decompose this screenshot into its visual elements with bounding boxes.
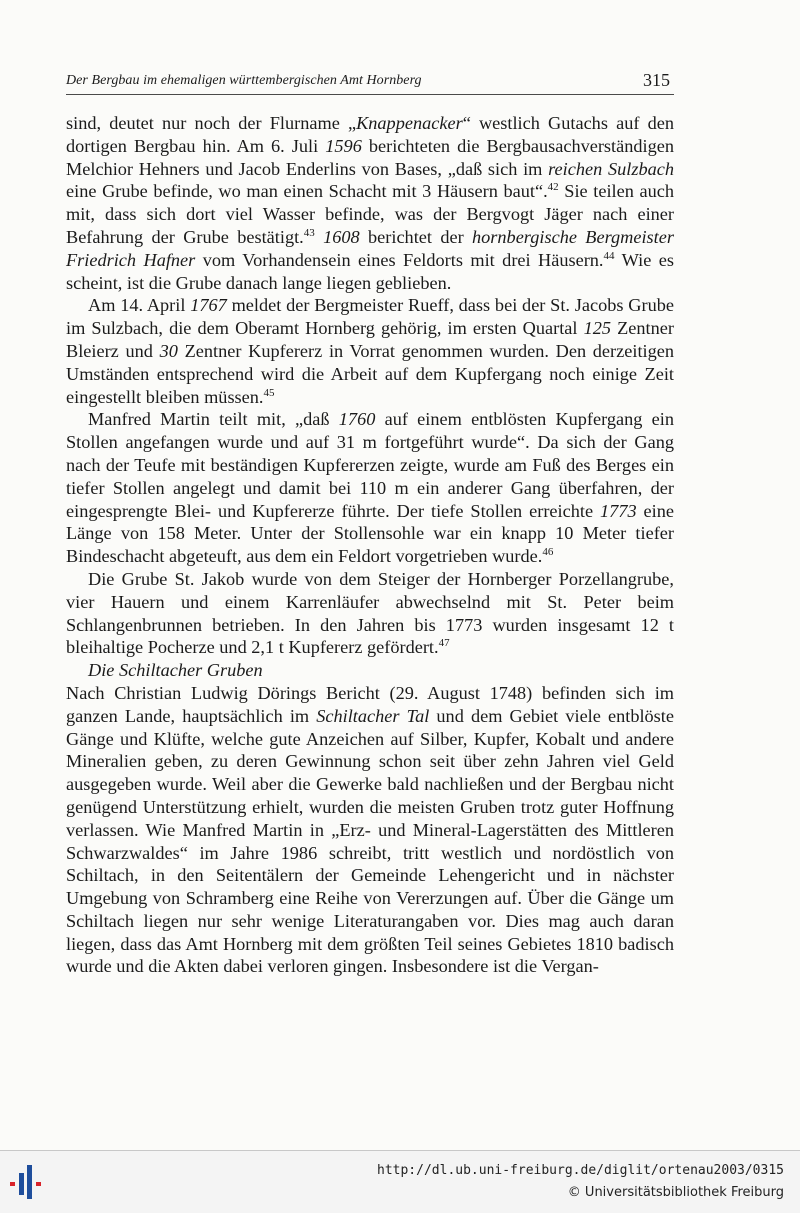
text-run: Die Grube St. Jakob wurde von dem Steiger der Hornberger Porzellangrube, vier Hauern und einem Karrenläufer abwechselnd mit St. Peter beim Schlangenbrunnen betrieben. In den Jahren bis 1773 wurden insgesamt 12 t bleihaltige Pocherze und 2,1 t Kupfererz gefördert. (66, 568, 674, 658)
footnote-ref: 43 (303, 226, 315, 239)
paragraph-5 (66, 682, 674, 978)
italic-run: 1608 (323, 226, 360, 247)
text-run: und dem Gebiet viele entblöste Gänge und Klüfte, welche gute Anzeichen auf Silber, Kupfer, Kobalt und andere Mineralien geben, zu deren Gewinnung schon seit über zehn Jahren viel Geld ausgegeben wurde. Weil aber die Gewerke bald nachließen und der Bergbau nicht genügend Unterstützung erhielt, wurden die meisten Gruben trotz guter Hoffnung verlassen. Wie Manfred Martin in „Erz- und Mineral-Lagerstätten des Mittleren Schwarzwaldes“ im Jahre 1986 schreibt, tritt westlich und nordöstlich von Schiltach, in den Seitentälern der Gemeinde Lehengericht und in nächster Umgebung von Schramberg eine Reihe von Vererzungen auf. Über die Gänge um Schiltach liegen nur sehr wenige Literaturangaben vor. Dies mag auch daran liegen, dass das Amt Hornberg mit dem größten Teil seines Gebietes 1810 badisch wurde und die Akten dabei verloren gingen. Insbesondere ist die Vergan- (66, 705, 674, 977)
logo-dot-right (36, 1182, 41, 1186)
footnote-ref: 46 (542, 546, 554, 559)
text-run: berichtet der (359, 226, 473, 247)
text-run: Am 14. April (88, 295, 191, 316)
italic-run: hornbergische Bergmeister Friedrich Hafner (66, 226, 674, 270)
ub-freiburg-logo-icon (10, 1165, 50, 1199)
italic-run: 1596 (325, 135, 362, 156)
text-run: Manfred Martin teilt mit, „daß (88, 409, 339, 430)
text-run: auf einem entblösten Kupfergang ein Stollen angefangen wurde und auf 31 m fortgeführt wurde“. Da sich der Gang nach der Teufe mit beständigen Kupfererzen zeigte, wurde am Fuß des Berges ein tiefer Stollen angelegt und damit bei 110 m ein anderer Gang überfahren, der eingesprengte Blei- und Kupfererze führte. Der tiefe Stollen erreichte (66, 409, 674, 521)
text-run: Nach Christian Ludwig Dörings Bericht (29. August 1748) befinden sich im ganzen Lande, hauptsächlich im (66, 682, 674, 726)
logo-dot-left (10, 1182, 15, 1186)
footnote-ref: 42 (547, 181, 559, 194)
italic-run: Knappenacker (356, 113, 463, 133)
footnote-ref: 44 (603, 249, 615, 262)
logo-bar-short (19, 1173, 24, 1195)
page-header (66, 70, 674, 95)
text-run: meldet der Bergmeister Rueff, dass bei der St. Jacobs Grube im Sulzbach, die dem Oberamt Hornberg gehörig, im ersten Quartal (66, 295, 674, 339)
paragraph-3 (66, 408, 674, 568)
page-number: 315 (643, 70, 670, 90)
logo-bar-tall (27, 1165, 32, 1199)
paragraph-1 (66, 112, 674, 294)
italic-run: 125 (583, 318, 612, 339)
italic-run: 1767 (190, 295, 227, 316)
footer-url-link[interactable]: http://dl.ub.uni-freiburg.de/diglit/ortenau2003/0315 (377, 1163, 784, 1178)
running-title: Der Bergbau im ehemaligen württembergischen Amt Hornberg (66, 73, 422, 88)
text-run: Zentner Bleierz und (66, 318, 674, 361)
text-run (315, 227, 323, 247)
italic-run: 1773 (600, 500, 637, 521)
paragraph-4 (66, 568, 674, 659)
text-run: Zentner Kupfererz in Vorrat genommen wurden. Den derzeitigen Umständen entsprechend wird die Arbeit auf dem Kupfergang noch einige Zeit eingestellt bleiben müssen. (66, 340, 674, 407)
italic-run: 30 (159, 340, 178, 361)
footer-bar (0, 1150, 800, 1213)
italic-run: reichen Sulzbach (548, 158, 674, 179)
text-run: vom Vorhandensein eines Feldorts mit drei Häusern. (195, 249, 604, 270)
italic-run: Schiltacher Tal (316, 705, 430, 726)
body-text (66, 112, 674, 978)
text-run: sind, deutet nur noch der Flurname „ (66, 113, 357, 133)
text-run: eine Länge von 158 Meter. Unter der Stollensohle war ein knapp 10 Meter tiefer Bindeschacht abgeteuft, aus dem ein Feldort vorgetrieben wurde. (66, 500, 674, 567)
text-run: eine Grube befinde, wo man einen Schacht mit 3 Häusern baut“. (66, 181, 548, 202)
footnote-ref: 45 (263, 386, 275, 399)
footnote-ref: 47 (438, 637, 450, 650)
text-run: berichteten die Bergbausachverständigen Melchior Hehners und Jacob Enderlins von Bases, „daß sich im (66, 135, 674, 179)
footer-copyright: © Universitätsbibliothek Freiburg (567, 1185, 784, 1200)
text-run: Wie es scheint, ist die Grube danach lange liegen geblieben. (66, 249, 674, 293)
text-run: Sie teilen auch mit, dass sich dort viel Wasser befinde, was der Bergvogt Jäger nach einer Befahrung der Grube bestätigt. (66, 181, 675, 247)
text-run: “ westlich Gutachs auf den dortigen Bergbau hin. Am 6. Juli (66, 113, 674, 156)
paragraph-2 (66, 294, 674, 408)
section-heading: Die Schiltacher Gruben (88, 660, 263, 681)
italic-run: 1760 (338, 409, 376, 430)
